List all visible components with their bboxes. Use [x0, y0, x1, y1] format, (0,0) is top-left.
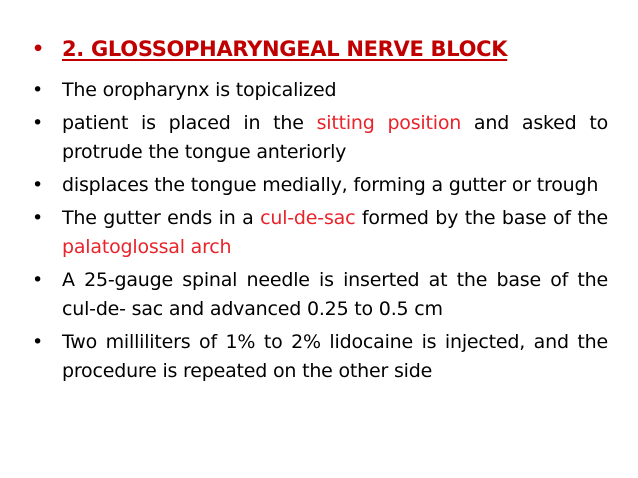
bullet-item-2 [28, 109, 608, 167]
bullet-dot: • [32, 269, 44, 291]
bullet-item-3 [28, 171, 608, 200]
bullet-list [28, 32, 608, 390]
bullet-dot: • [32, 79, 44, 101]
bullet-dot: • [32, 331, 44, 353]
bullet-dot: • [32, 207, 44, 229]
bullet-item-4 [28, 204, 608, 262]
bullet-item-1 [28, 76, 608, 105]
bullet-text: and asked to protrude the tongue anteriorly [62, 112, 608, 163]
bullet-text: formed by the base of the [355, 207, 609, 229]
bullet-text: patient is placed in the [62, 112, 317, 134]
highlight-sitting-position: sitting position [316, 112, 462, 134]
bullet-text: Two milliliters of 1% to 2% lidocaine is injected, and the procedure is repeated on the other side [62, 331, 608, 382]
bullet-item-6 [28, 328, 608, 386]
bullet-item-5 [28, 266, 608, 324]
highlight-cul-de-sac: cul-de-sac [260, 207, 356, 229]
bullet-text: The gutter ends in a [62, 207, 261, 229]
bullet-dot: • [32, 112, 44, 134]
slide-title-bullet [28, 32, 608, 66]
slide-title: 2. GLOSSOPHARYNGEAL NERVE BLOCK [62, 37, 508, 61]
bullet-text: displaces the tongue medially, forming a gutter or trough [62, 174, 599, 196]
bullet-dot: • [32, 174, 44, 196]
bullet-dot: • [32, 38, 44, 60]
bullet-text: The oropharynx is topicalized [62, 79, 337, 101]
bullet-text: A 25-gauge spinal needle is inserted at the base of the cul-de- sac and advanced 0.25 to 0.5 cm [62, 269, 608, 320]
highlight-palatoglossal-arch: palatoglossal arch [62, 236, 232, 258]
